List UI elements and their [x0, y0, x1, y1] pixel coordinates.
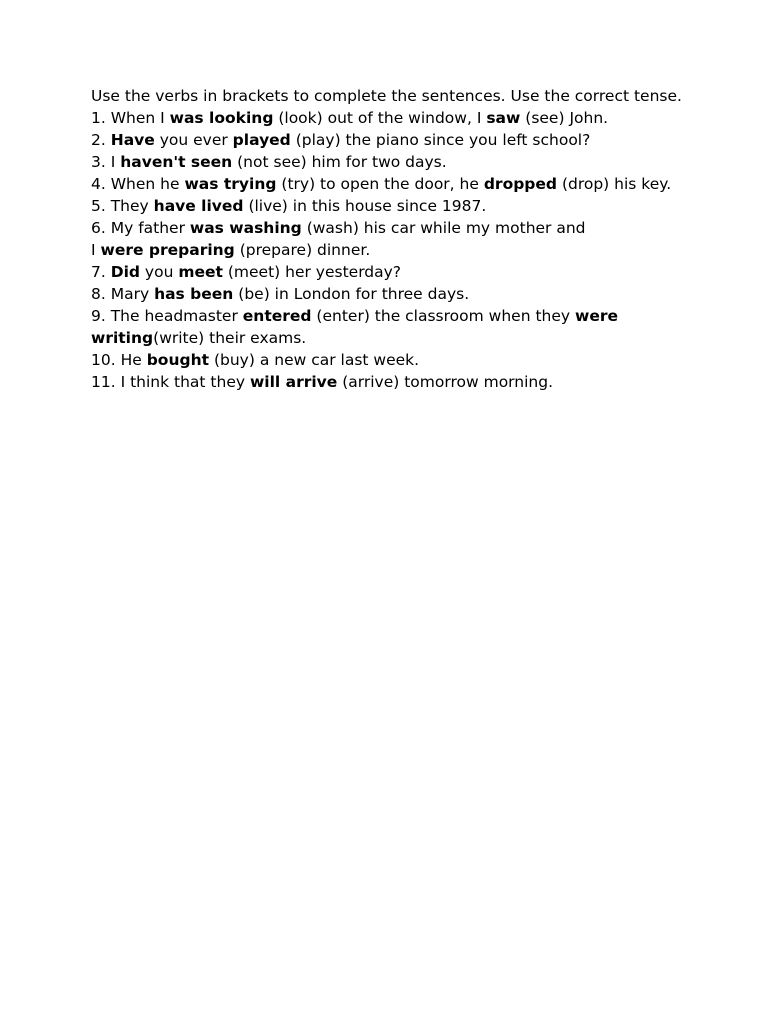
answer-verb: was trying — [184, 175, 277, 193]
sentence-text: (write) their exams. — [153, 329, 307, 347]
sentence-text: (look) out of the window, I — [273, 109, 487, 127]
sentence-text: (buy) a new car last week. — [209, 351, 420, 369]
sentence-text: (try) to open the door, he — [276, 175, 484, 193]
sentence-text: 1. When I — [91, 109, 170, 127]
answer-verb: were writing — [91, 307, 618, 347]
sentence-text: 10. He — [91, 351, 147, 369]
exercise-item — [91, 151, 691, 173]
exercise-item — [91, 261, 691, 283]
answer-verb: entered — [242, 307, 312, 325]
sentence-text: 5. They — [91, 197, 154, 215]
sentence-text: (see) John. — [520, 109, 609, 127]
exercise-item — [91, 217, 691, 239]
exercise-item — [91, 349, 691, 371]
answer-verb: saw — [486, 109, 521, 127]
sentence-text: (arrive) tomorrow morning. — [337, 373, 553, 391]
answer-verb: dropped — [483, 175, 558, 193]
exercise-list — [91, 107, 691, 393]
worksheet-instruction: Use the verbs in brackets to complete the sentences. Use the correct tense. — [91, 87, 682, 105]
exercise-item — [91, 173, 691, 195]
sentence-text: 2. — [91, 131, 111, 149]
sentence-text: 8. Mary — [91, 285, 155, 303]
sentence-text: you — [140, 263, 179, 281]
exercise-item — [91, 371, 691, 393]
answer-verb: meet — [178, 263, 223, 281]
sentence-text: 4. When he — [91, 175, 185, 193]
exercise-item — [91, 107, 691, 129]
sentence-text: (play) the piano since you left school? — [290, 131, 591, 149]
sentence-text: (not see) him for two days. — [232, 153, 447, 171]
sentence-text: (wash) his car while my mother and — [301, 219, 586, 237]
answer-verb: have lived — [153, 197, 244, 215]
sentence-text: 11. I think that they — [91, 373, 250, 391]
answer-verb: has been — [154, 285, 234, 303]
answer-verb: Have — [110, 131, 155, 149]
sentence-text: 3. I — [91, 153, 121, 171]
exercise-item — [91, 129, 691, 151]
exercise-item — [91, 305, 691, 349]
sentence-text: (prepare) dinner. — [234, 241, 371, 259]
answer-verb: played — [232, 131, 291, 149]
answer-verb: bought — [146, 351, 210, 369]
sentence-text: (live) in this house since 1987. — [243, 197, 487, 215]
answer-verb: haven't seen — [120, 153, 233, 171]
sentence-text: (meet) her yesterday? — [222, 263, 402, 281]
sentence-text: 6. My father — [91, 219, 190, 237]
worksheet-body — [91, 85, 691, 393]
sentence-text: 9. The headmaster — [91, 307, 243, 325]
sentence-text: (be) in London for three days. — [233, 285, 470, 303]
exercise-item — [91, 283, 691, 305]
sentence-text: you ever — [154, 131, 233, 149]
sentence-text: I — [91, 241, 101, 259]
sentence-text: (enter) the classroom when they — [311, 307, 575, 325]
answer-verb: was washing — [189, 219, 302, 237]
answer-verb: were preparing — [100, 241, 235, 259]
answer-verb: Did — [110, 263, 140, 281]
exercise-item — [91, 239, 691, 261]
exercise-item — [91, 195, 691, 217]
answer-verb: will arrive — [249, 373, 338, 391]
answer-verb: was looking — [169, 109, 274, 127]
sentence-text: 7. — [91, 263, 111, 281]
sentence-text: (drop) his key. — [557, 175, 672, 193]
